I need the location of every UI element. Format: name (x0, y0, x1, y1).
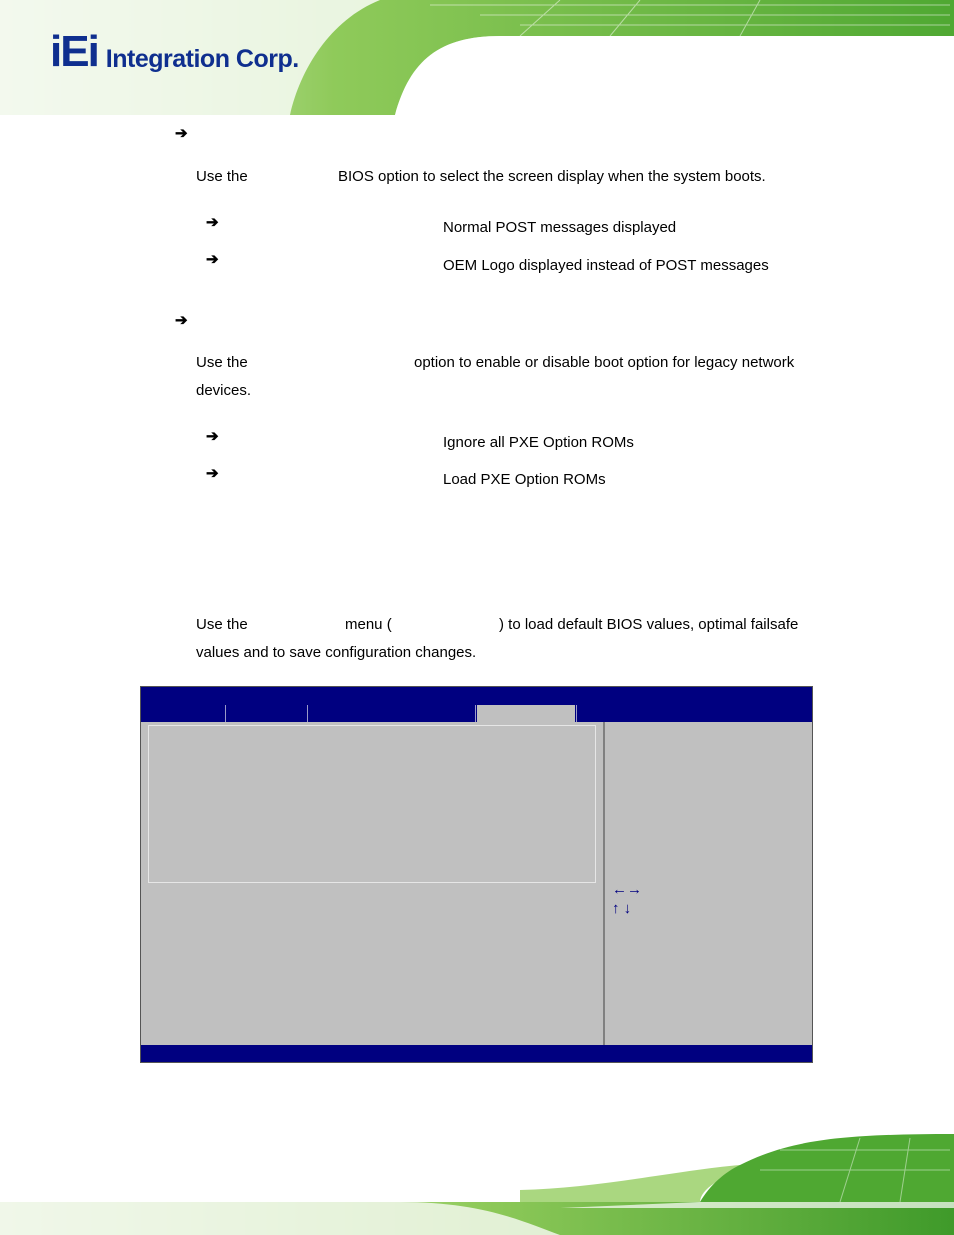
bios-navigation-keys (612, 880, 642, 918)
logo-company-name: Integration Corp. (105, 45, 299, 73)
section2-option-desc: Ignore all PXE Option ROMs (443, 434, 634, 451)
section1-intro-right: BIOS option to select the screen display when the system boots. (338, 168, 766, 185)
arrow-bullet-icon: ➔ (206, 465, 219, 482)
arrow-bullet-icon: ➔ (175, 125, 188, 142)
arrow-bullet-icon: ➔ (206, 428, 219, 445)
left-right-arrows-icon: ←→ (612, 881, 642, 898)
arrow-bullet-icon: ➔ (206, 214, 219, 231)
bios-tab (308, 705, 476, 722)
bios-tab (141, 705, 226, 722)
arrow-bullet-icon: ➔ (206, 251, 219, 268)
bios-status-bar (141, 1045, 812, 1062)
section3-line1-b: menu ( (345, 616, 392, 633)
company-logo (50, 26, 299, 74)
bios-options-panel (148, 725, 596, 883)
section3-line2: values and to save configuration changes. (196, 644, 477, 661)
bios-menu-tabs (141, 705, 812, 722)
section2-intro-line2: devices. (196, 382, 252, 399)
bios-title-bar (141, 687, 812, 705)
bios-tab (226, 705, 308, 722)
section3-line1-a: Use the (196, 616, 248, 633)
footer-banner (0, 1130, 954, 1235)
section3-line1-c: ) to load default BIOS values, optimal failsafe (499, 616, 799, 633)
arrow-bullet-icon: ➔ (175, 312, 188, 329)
bios-panel-divider (603, 722, 605, 1045)
section1-option-desc: OEM Logo displayed instead of POST messages (443, 257, 769, 274)
section2-intro-left: Use the (196, 354, 248, 371)
bios-tab-separator (575, 705, 577, 722)
up-down-arrows-icon: ↑ ↓ (612, 900, 632, 917)
section1-option-desc: Normal POST messages displayed (443, 219, 677, 236)
section1-intro-left: Use the (196, 168, 248, 185)
section2-option-desc: Load PXE Option ROMs (443, 471, 606, 488)
bios-screenshot (140, 686, 813, 1063)
logo-mark: iEi (50, 27, 98, 76)
bios-tab-active (477, 705, 575, 722)
section2-intro-right: option to enable or disable boot option for legacy network (414, 354, 795, 371)
